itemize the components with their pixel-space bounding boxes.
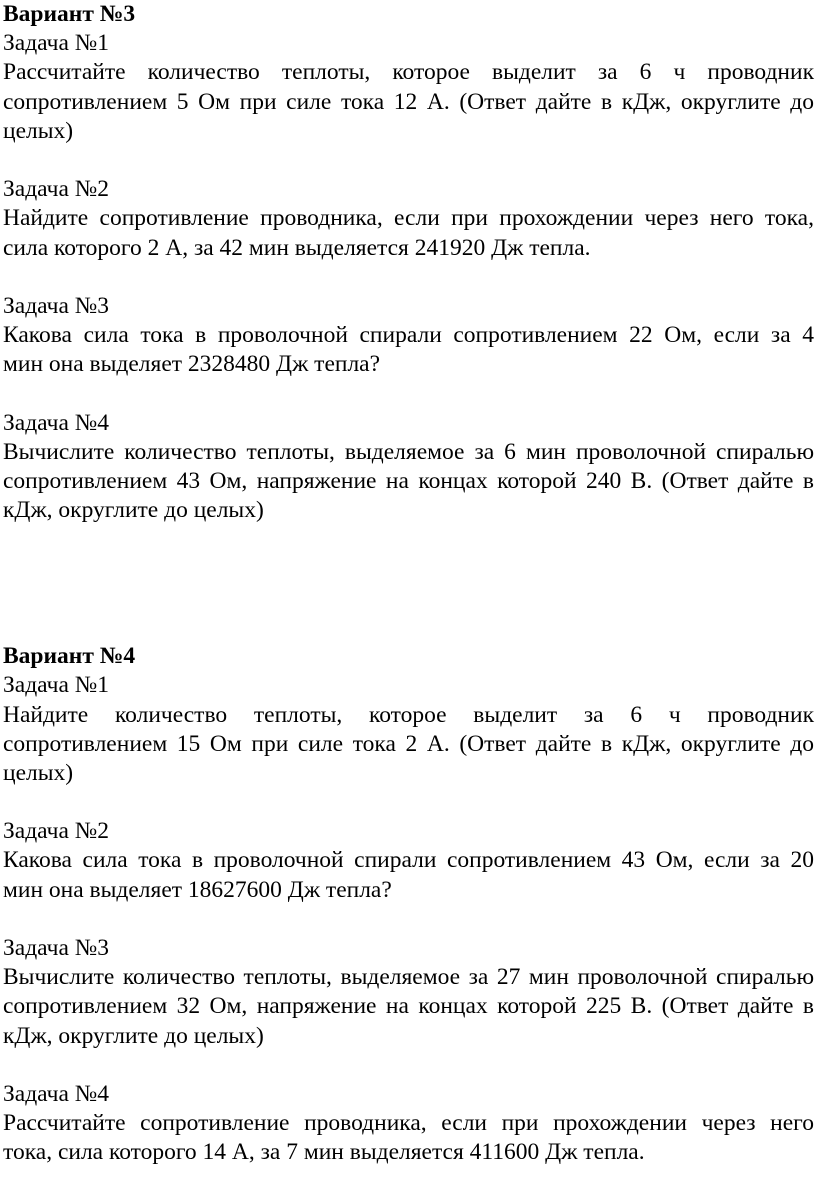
task-label: Задача №1 xyxy=(3,672,109,699)
task-text-line: сопротивлением 43 Ом, напряжение на концах которой 240 В. (Ответ дайте в xyxy=(3,468,814,494)
blank-line xyxy=(3,146,814,175)
task-text-line: сопротивлением 5 Ом при силе тока 12 А. (Ответ дайте в кДж, округлите до xyxy=(3,88,814,115)
task-text-line: сила которого 2 А, за 42 мин выделяется 241920 Дж тепла. xyxy=(3,234,591,261)
task-label: Задача №3 xyxy=(3,292,109,319)
variant-title: Вариант №4 xyxy=(3,643,136,670)
task-text-line: мин она выделяет 2328480 Дж тепла? xyxy=(3,351,381,378)
task-text-line: Рассчитайте количество теплоты, которое выделит за 6 ч проводник xyxy=(3,59,814,86)
variant-title: Вариант №3 xyxy=(3,1,136,27)
variant-3-section xyxy=(3,0,814,525)
task-text-line: кДж, округлите до целых) xyxy=(3,497,264,524)
task-text-line: целых) xyxy=(3,759,74,786)
task-text-line: Рассчитайте сопротивление проводника, если при прохождении через него xyxy=(3,1110,814,1137)
task-text-line: Вычислите количество теплоты, выделяемое за 27 мин проволочной спиралью xyxy=(3,964,814,991)
task-text-line: Какова сила тока в проволочной спирали сопротивлением 22 Ом, если за 4 xyxy=(3,322,814,349)
blank-line xyxy=(3,788,814,817)
blank-line xyxy=(3,555,814,584)
blank-line xyxy=(3,1051,814,1080)
task-label: Задача №1 xyxy=(3,30,109,57)
task-label: Задача №2 xyxy=(3,176,109,203)
task-label: Задача №2 xyxy=(3,818,109,845)
document-page xyxy=(3,0,814,1168)
task-text-line: кДж, округлите до целых) xyxy=(3,1022,264,1049)
task-label: Задача №4 xyxy=(3,409,109,436)
task-text-line: сопротивлением 32 Ом, напряжение на концах которой 225 В. (Ответ дайте в xyxy=(3,993,814,1020)
task-text-line: мин она выделяет 18627600 Дж тепла? xyxy=(3,876,392,903)
variant-4-section xyxy=(3,642,814,1167)
blank-line xyxy=(3,525,814,554)
task-text-line: Вычислите количество теплоты, выделяемое за 6 мин проволочной спиралью xyxy=(3,438,814,465)
task-text-line: Какова сила тока в проволочной спирали сопротивлением 43 Ом, если за 20 xyxy=(3,847,814,874)
blank-line xyxy=(3,263,814,292)
blank-line xyxy=(3,613,814,642)
blank-line xyxy=(3,379,814,408)
task-text-line: тока, сила которого 14 А, за 7 мин выделяется 411600 Дж тепла. xyxy=(3,1139,645,1166)
task-text-line: Найдите сопротивление проводника, если при прохождении через него тока, xyxy=(3,205,814,232)
task-text-line: целых) xyxy=(3,117,74,144)
blank-line xyxy=(3,905,814,934)
task-label: Задача №3 xyxy=(3,935,109,961)
task-text-line: Найдите количество теплоты, которое выделит за 6 ч проводник xyxy=(3,701,814,728)
task-text-line: сопротивлением 15 Ом при силе тока 2 А. (Ответ дайте в кДж, округлите до xyxy=(3,730,814,757)
task-label: Задача №4 xyxy=(3,1080,109,1107)
blank-line xyxy=(3,584,814,613)
